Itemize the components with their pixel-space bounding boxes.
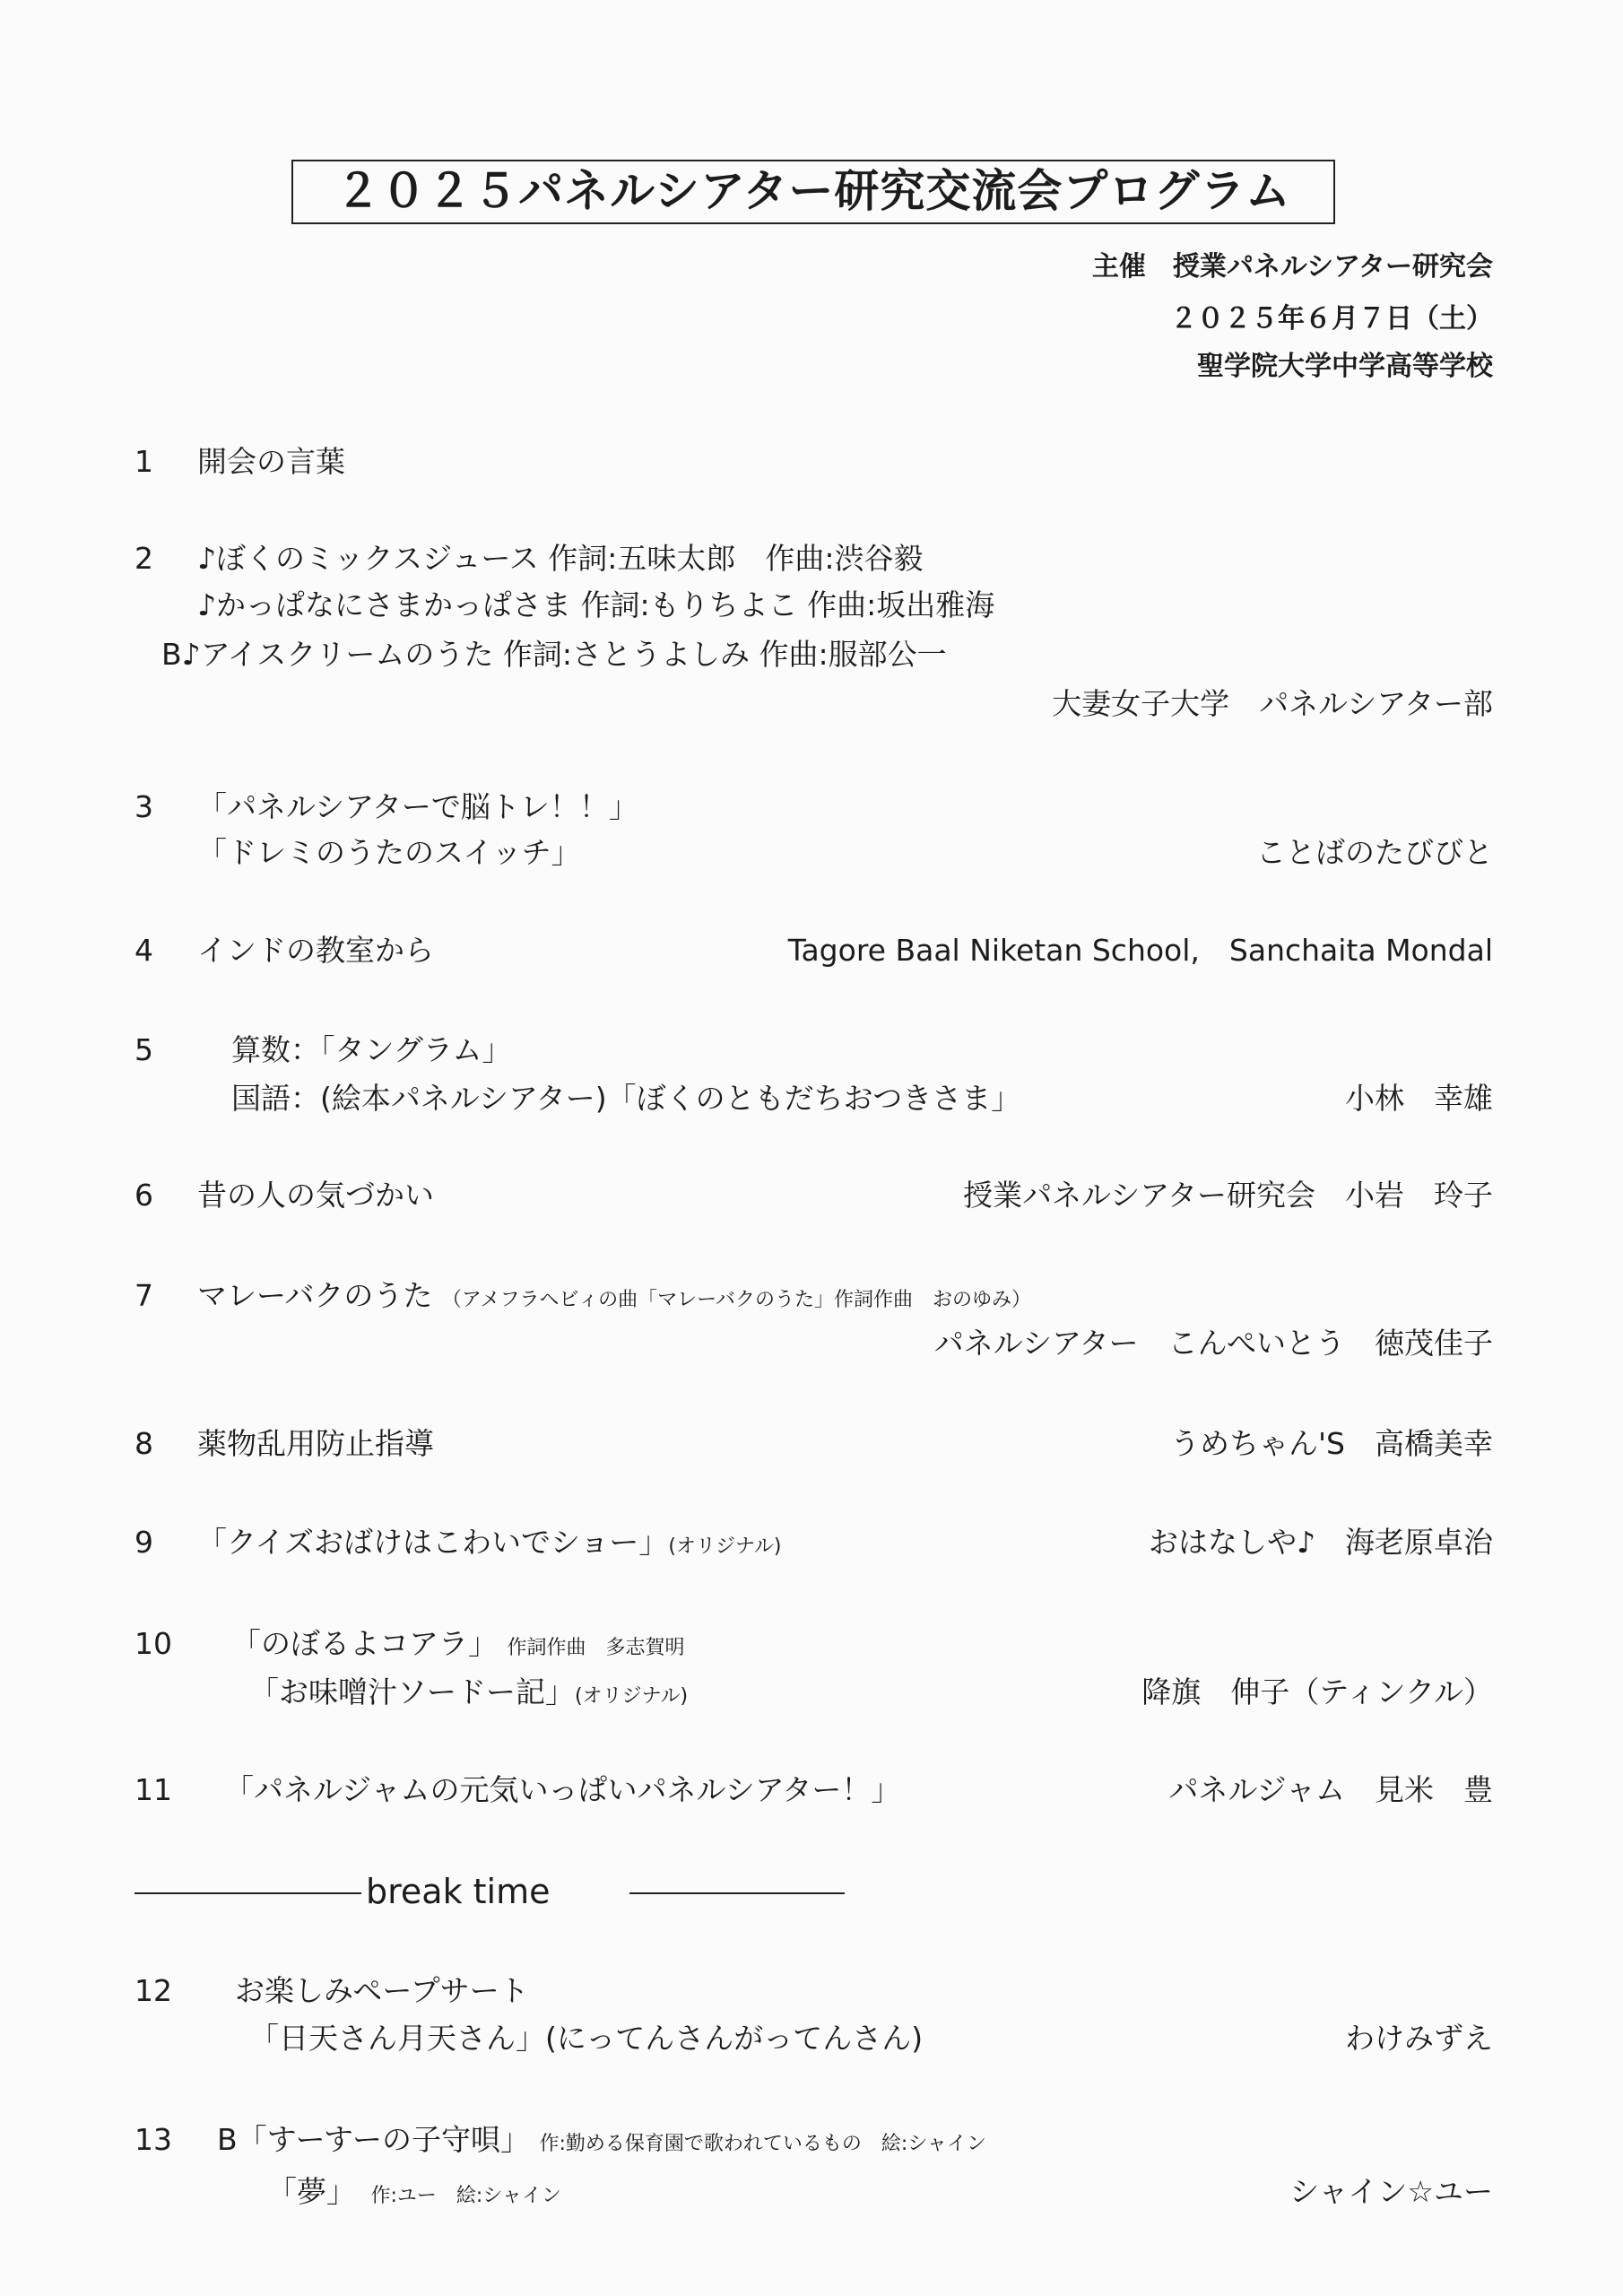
program-item-12 (135, 1970, 1493, 2012)
item-performer: うめちゃん'S 高橋美幸 (1169, 1426, 1493, 1461)
item-title: ♪ぼくのミックスジュース 作詞:五味太郎 作曲:渋谷毅 (197, 541, 924, 576)
item-title: 「夢」 (267, 2174, 342, 2209)
item-performer: 大妻女子大学 パネルシアター部 (1052, 686, 1493, 721)
program-item-2-line-3 (135, 634, 1493, 675)
item-note: 作:勤める保育園で歌われているもの 絵:シャイン (539, 2133, 986, 2155)
item-number: 8 (135, 1426, 153, 1461)
item-note: 作:ユー 絵:シャイン (370, 2185, 561, 2207)
item-number: 1 (135, 444, 153, 479)
item-performer: おはなしや♪ 海老原卓治 (1148, 1525, 1493, 1560)
item-number: 4 (135, 933, 153, 968)
item-title: 開会の言葉 (197, 444, 345, 479)
item-number: 6 (135, 1178, 153, 1213)
item-title: 「ドレミのうたのスイッチ」 (197, 835, 581, 870)
program-item-3 (135, 787, 1493, 828)
item-title: 算数：「タングラム」 (231, 1032, 512, 1067)
program-item-3-line-2 (135, 832, 1493, 874)
item-number: 11 (135, 1772, 172, 1807)
event-date: ２０２５年６月７日（土） (1170, 303, 1493, 335)
organizer: 主催 授業パネルシアター研究会 (1091, 251, 1493, 283)
item-title: 「のぼるよコアラ」 (231, 1626, 498, 1661)
program-item-13-line-2 (135, 2171, 1493, 2213)
item-title: 昔の人の気づかい (197, 1178, 434, 1213)
program-item-7 (135, 1275, 1493, 1317)
item-title-group (267, 2171, 561, 2217)
item-title: マレーバクのうた (197, 1278, 433, 1313)
item-performer: ことばのたびびと (1256, 835, 1493, 870)
item-performer: 降旗 伸子（ティンクル） (1141, 1674, 1493, 1709)
item-title-group (249, 1672, 688, 1718)
item-title-group (217, 2119, 986, 2165)
item-note: （アメフラヘビィの曲「マレーバクのうた」作詞作曲 おのゆみ） (441, 1289, 1032, 1311)
program-item-13 (135, 2119, 1493, 2161)
item-title: 「パネルジャムの元気いっぱいパネルシアター！」 (224, 1772, 901, 1807)
item-number: 13 (135, 2122, 172, 2157)
item-title: インドの教室から (197, 933, 434, 968)
program-item-2-performer (135, 683, 1493, 725)
item-title: お楽しみペープサート (235, 1973, 529, 2008)
item-performer: シャイン☆ユー (1289, 2174, 1493, 2209)
item-number: 10 (135, 1626, 172, 1661)
item-performer: パネルジャム 見米 豊 (1168, 1772, 1493, 1807)
item-title-group (197, 1522, 781, 1568)
venue: 聖学院大学中学高等学校 (1197, 351, 1493, 382)
item-number: 5 (135, 1032, 153, 1067)
item-title: 「お味噌汁ソードー記」 (249, 1674, 575, 1709)
item-note: (オリジナル) (575, 1685, 689, 1708)
program-item-10 (135, 1623, 1493, 1665)
item-title: 「パネルシアターで脳トレ！！」 (197, 789, 638, 824)
program-item-5-line-2 (135, 1078, 1493, 1119)
break-divider-right (629, 1892, 845, 1894)
item-title: ♪かっぱなにさまかっぱさま 作詞:もりちよこ 作曲:坂出雅海 (197, 587, 995, 622)
program-item-10-line-2 (135, 1672, 1493, 1713)
item-title-group (231, 1623, 685, 1669)
program-item-2-line-2 (135, 585, 1493, 626)
item-number: 12 (135, 1973, 172, 2008)
item-title: 薬物乱用防止指導 (197, 1426, 434, 1461)
page-title: ２０２５パネルシアター研究交流会プログラム (291, 160, 1335, 224)
item-performer: わけみずえ (1345, 2021, 1493, 2056)
item-performer: Tagore Baal Niketan School, Sanchaita Mondal (787, 933, 1493, 968)
program-item-4 (135, 930, 1493, 971)
item-title: 「日天さん月天さん」(にってんさんがってんさん) (249, 2021, 924, 2056)
item-note: (オリジナル) (668, 1535, 782, 1558)
program-item-1 (135, 441, 1493, 483)
item-performer: 小林 幸雄 (1345, 1081, 1493, 1116)
item-title: 国語：(絵本パネルシアター)「ぼくのともだちおつきさま」 (231, 1081, 1021, 1116)
program-item-9 (135, 1522, 1493, 1563)
program-item-5 (135, 1030, 1493, 1071)
item-title: B♪アイスクリームのうた 作詞:さとうよしみ 作曲:服部公一 (161, 637, 947, 672)
break-time-label: break time (366, 1872, 551, 1911)
item-title: B「すーすーの子守唄」 (217, 2122, 531, 2157)
item-number: 9 (135, 1525, 153, 1560)
program-item-12-line-2 (135, 2018, 1493, 2059)
item-note: 作詞作曲 多志賀明 (507, 1637, 685, 1659)
program-item-2 (135, 538, 1493, 579)
program-item-11 (135, 1770, 1493, 1811)
item-number: 3 (135, 789, 153, 824)
item-title-group (197, 1275, 1031, 1321)
program-item-6 (135, 1175, 1493, 1216)
item-number: 7 (135, 1278, 153, 1313)
break-divider-left (135, 1892, 361, 1894)
item-performer: 授業パネルシアター研究会 小岩 玲子 (963, 1178, 1493, 1213)
item-performer: パネルシアター こんぺいとう 徳茂佳子 (933, 1326, 1493, 1361)
program-item-7-performer (135, 1323, 1493, 1364)
item-title: 「クイズおばけはこわいでショー」 (197, 1525, 669, 1560)
item-number: 2 (135, 541, 153, 576)
program-item-8 (135, 1423, 1493, 1465)
